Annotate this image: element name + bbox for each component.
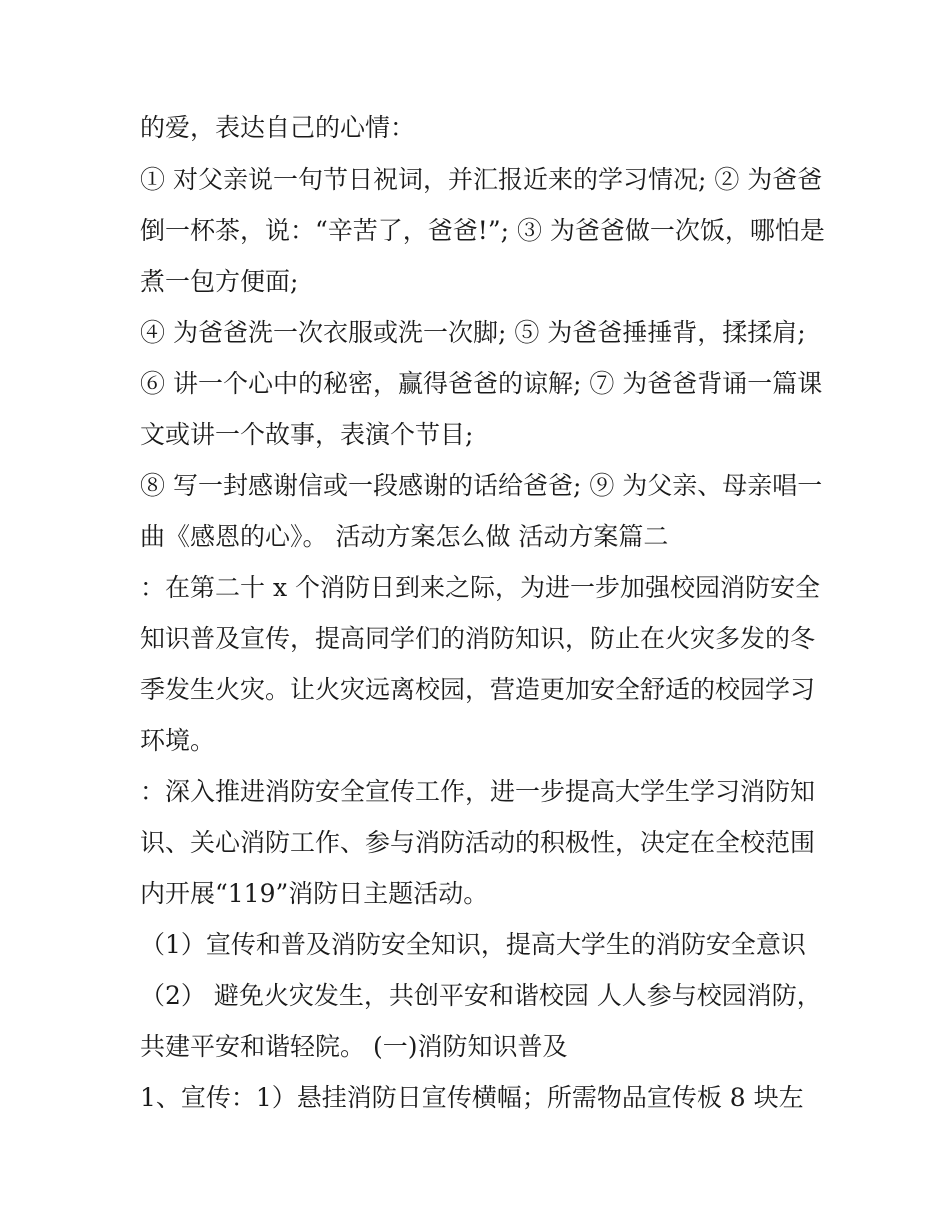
text-line: ① 对父亲说一句节日祝词，并汇报近来的学习情况; ② 为爸爸 bbox=[140, 165, 823, 194]
text-line: 内开展“119”消防日主题活动。 bbox=[140, 879, 489, 908]
text-line: 知识普及宣传，提高同学们的消防知识，防止在火灾多发的冬 bbox=[140, 624, 816, 653]
text-line: ⑥ 讲一个心中的秘密，赢得爸爸的谅解; ⑦ 为爸爸背诵一篇课 bbox=[140, 369, 823, 398]
text-line: （1）宣传和普及消防安全知识，提高大学生的消防安全意识 bbox=[140, 930, 806, 959]
text-line: ：深入推进消防安全宣传工作，进一步提高大学生学习消防知 bbox=[140, 777, 816, 806]
text-line: 的爱，表达自己的心情： bbox=[140, 113, 416, 142]
text-line: （2） 避免火灾发生，共创平安和谐校园 人人参与校园消防， bbox=[140, 981, 822, 1010]
text-line: 季发生火灾。让火灾远离校园，营造更加安全舒适的校园学习 bbox=[140, 675, 816, 704]
text-line: ：在第二十 x 个消防日到来之际，为进一步加强校园消防安全 bbox=[140, 573, 820, 602]
text-line: 识、关心消防工作、参与消防活动的积极性，决定在全校范围 bbox=[140, 828, 816, 857]
text-line: 环境。 bbox=[140, 726, 216, 755]
text-line: ⑧ 写一封感谢信或一段感谢的话给爸爸; ⑨ 为父亲、母亲唱一 bbox=[140, 471, 823, 500]
text-line: 倒一杯茶，说：“辛苦了，爸爸!”; ③ 为爸爸做一次饭，哪怕是 bbox=[140, 216, 825, 245]
text-line: 文或讲一个故事，表演个节目; bbox=[140, 420, 474, 449]
text-line: ④ 为爸爸洗一次衣服或洗一次脚; ⑤ 为爸爸捶捶背，揉揉肩; bbox=[140, 318, 806, 347]
text-line: 1、宣传：1）悬挂消防日宣传横幅；所需物品宣传板 8 块左 bbox=[140, 1083, 804, 1112]
text-line: 曲《感恩的心》。 活动方案怎么做 活动方案篇二 bbox=[140, 522, 669, 551]
text-line: 煮一包方便面; bbox=[140, 267, 299, 296]
text-line: 共建平安和谐轻院。 (一)消防知识普及 bbox=[140, 1032, 568, 1061]
